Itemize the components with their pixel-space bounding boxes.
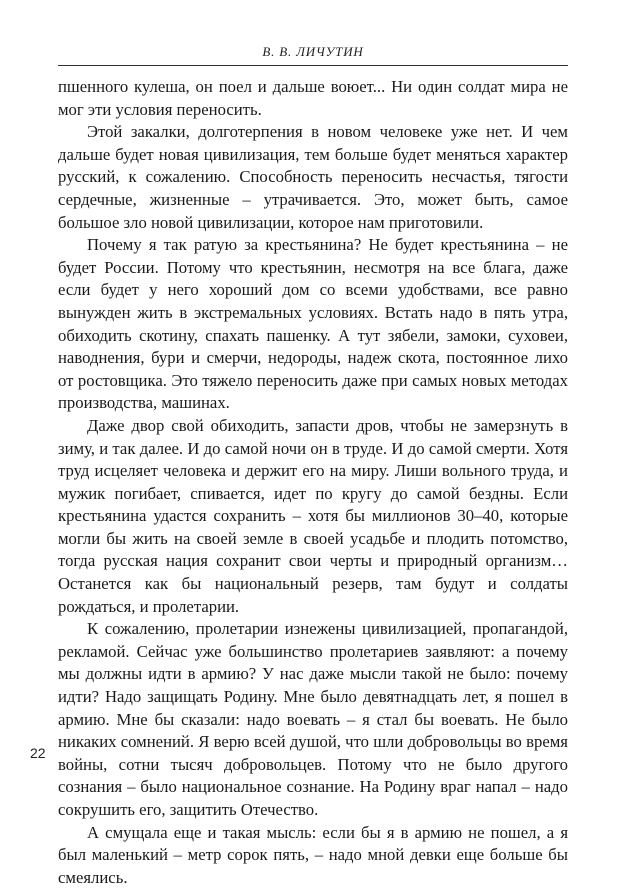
paragraph: А смущала еще и такая мысль: если бы я в армию не пошел, а я был маленький – метр сорок пять, – надо мной девки еще больше бы смеялись. xyxy=(58,822,568,887)
paragraph: К сожалению, пролетарии изнежены цивилизацией, пропагандой, рекламой. Сейчас уже большинство пролетариев заявляют: а почему мы должны идти в армию? У нас даже мысли такой не было: почему идти? Надо защищать Родину. Мне было девятнадцать лет, я пошел в армию. Мне бы сказали: надо воевать – я стал бы воевать. Не было никаких сомнений. Я верю всей душой, что шли добровольцы во время войны, сотни тысяч добровольцев. Потому что не было другого сознания – было национальное сознание. На Родину враг напал – надо сокрушить его, защитить Отечество. xyxy=(58,619,568,819)
running-header: В. В. ЛИЧУТИН xyxy=(262,44,364,59)
header-rule xyxy=(58,65,568,66)
body-text xyxy=(58,76,568,889)
paragraph-continued: пшенного кулеша, он поел и дальше воюет... Ни один солдат мира не мог эти условия переносить. xyxy=(58,77,568,119)
page-number: 22 xyxy=(30,745,46,761)
paragraph: Даже двор свой обиходить, запасти дров, чтобы не замерзнуть в зиму, и так далее. И до самой ночи он в труде. И до самой смерти. Хотя труд исцеляет человека и держит его на миру. Лиши вольного труда, и мужик погибает, спивается, идет по кругу до самой бездны. Если крестьянина удастся сохранить – хотя бы миллионов 30–40, которые могли бы жить на своей земле в своей усадьбе и плодить потомство, тогда русская нация сохранит свои черты и природный организм… Останется как бы национальный резерв, там будут и солдаты рождаться, и пролетарии. xyxy=(58,415,568,616)
paragraph: Почему я так ратую за крестьянина? Не будет крестьянина – не будет России. Потому что крестьянин, несмотря на все блага, даже если будет у него хороший дом со всеми удобствами, все равно вынужден жить в экстремальных условиях. Встать надо в пять утра, обиходить скотину, спахать пашенку. А тут зябели, замоки, суховеи, наводнения, бури и смерчи, недороды, надеж скота, постоянное лихо от ростовщика. Это тяжело переносить даже при самых новых методах производства, машинах. xyxy=(58,235,568,413)
paragraph: Этой закалки, долготерпения в новом человеке уже нет. И чем дальше будет новая цивилизация, тем больше будет меняться характер русский, к сожалению. Способность переносить несчастья, тягости сердечные, жизненные – утрачивается. Это, может быть, самое большое зло новой цивилизации, которое нам приготовили. xyxy=(58,122,568,232)
